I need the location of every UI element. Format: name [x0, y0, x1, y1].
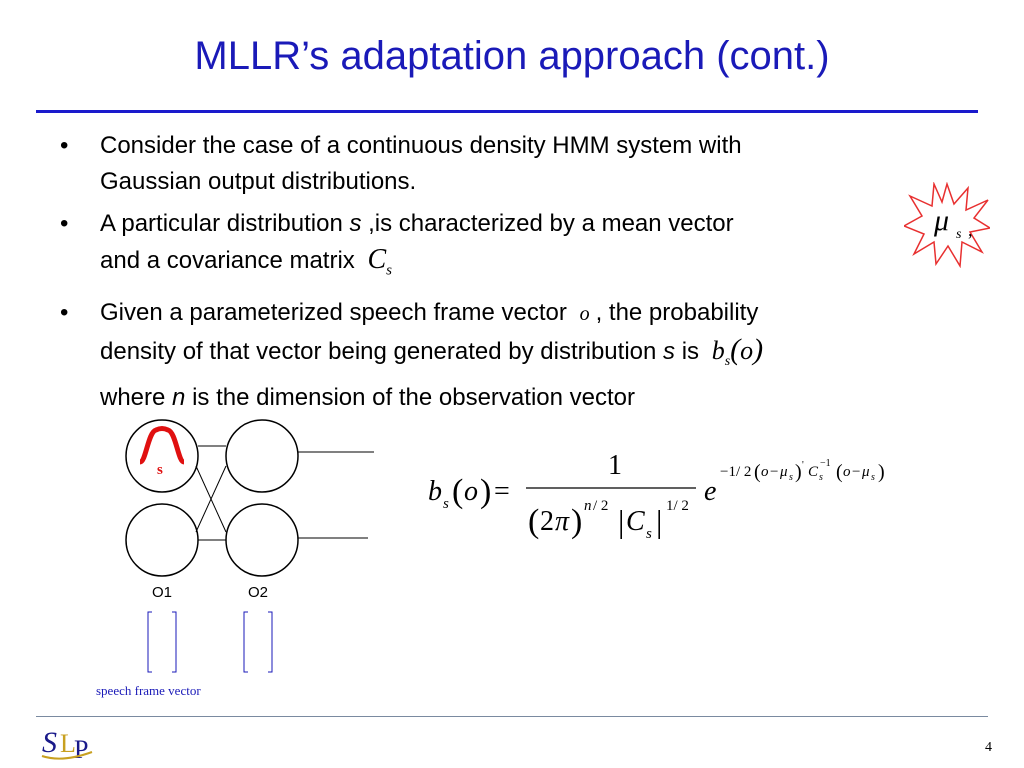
svg-text:s: s	[871, 472, 875, 483]
bullet-3-line-2b: is	[681, 337, 700, 365]
svg-text:L: L	[60, 729, 76, 758]
var-n: n	[172, 383, 186, 411]
svg-text:μ: μ	[862, 464, 870, 480]
svg-text:μ: μ	[934, 204, 950, 237]
svg-text:/ 2: / 2	[593, 498, 609, 514]
svg-text:n: n	[584, 498, 592, 514]
svg-text:1/ 2: 1/ 2	[666, 498, 689, 514]
gaussian-density-formula	[428, 446, 948, 546]
svg-text:s: s	[443, 496, 449, 512]
svg-text:C: C	[808, 464, 819, 480]
svg-text:): )	[795, 461, 802, 483]
bullet-dot: •	[60, 298, 69, 326]
svg-text:s: s	[819, 472, 823, 483]
bullet-item	[60, 206, 980, 289]
svg-text:π: π	[555, 506, 570, 537]
svg-text:o: o	[761, 464, 769, 480]
svg-text:|: |	[618, 503, 625, 539]
svg-text:1: 1	[608, 450, 622, 481]
svg-text:,: ,	[968, 220, 973, 240]
svg-text:e: e	[704, 476, 717, 507]
diagram-caption: speech frame vector	[96, 683, 201, 698]
svg-text:2: 2	[540, 506, 554, 537]
svg-text:b: b	[428, 476, 442, 507]
title-divider	[36, 110, 978, 113]
bullet-1-line-2: Gaussian output distributions.	[100, 168, 417, 195]
bullet-list	[60, 128, 980, 422]
svg-text:(: (	[452, 473, 464, 510]
page-number: 4	[985, 740, 992, 755]
svg-text:−: −	[852, 464, 861, 480]
svg-text:−1/ 2: −1/ 2	[720, 464, 752, 480]
var-s-2: s	[663, 337, 676, 365]
state-label: s	[157, 462, 163, 478]
bullet-3-line-2a: density of that vector being generated by distribution	[100, 337, 657, 365]
bullet-3-line-3b: is the dimension of the observation vector	[192, 383, 635, 411]
svg-text:(: (	[836, 461, 843, 483]
bullet-item	[60, 128, 980, 200]
svg-text:μ: μ	[780, 464, 788, 480]
svg-text:P: P	[74, 735, 89, 762]
svg-text:): )	[480, 473, 492, 510]
covariance-symbol: $C_s$	[367, 244, 392, 279]
bullet-dot: •	[60, 210, 69, 237]
bullet-3-line-3a: where	[100, 383, 166, 411]
observation-label-1: O1	[152, 584, 173, 601]
svg-text:S: S	[42, 726, 57, 759]
var-o: o	[579, 302, 590, 325]
bullet-2-prefix: A particular distribution	[100, 210, 343, 237]
bullet-3-prefix: Given a parameterized speech frame vector	[100, 298, 567, 326]
mean-vector-star-icon	[904, 182, 990, 268]
bullet-dot: •	[60, 132, 69, 159]
svg-text:s: s	[646, 526, 652, 542]
svg-text:): )	[571, 503, 583, 540]
svg-text:): )	[878, 461, 885, 483]
svg-text:(: (	[754, 461, 761, 483]
var-s: s	[349, 210, 362, 237]
svg-text:(: (	[528, 503, 540, 540]
svg-text:|: |	[656, 503, 663, 539]
svg-text:−: −	[770, 464, 779, 480]
bullet-item	[60, 295, 980, 416]
bullet-1-line-1: Consider the case of a continuous density HMM system with	[100, 132, 742, 159]
footer-divider	[36, 716, 988, 717]
svg-text:o: o	[464, 476, 478, 507]
svg-text:=: =	[494, 476, 510, 507]
observation-label-2: O2	[248, 584, 269, 601]
bullet-2-line-2: and a covariance matrix	[100, 247, 355, 274]
bullet-3-suffix: , the probability	[595, 298, 759, 326]
svg-text:C: C	[626, 506, 645, 537]
slp-logo-icon	[40, 722, 96, 762]
svg-text:s: s	[956, 227, 962, 242]
svg-text:s: s	[789, 472, 793, 483]
svg-text:o: o	[843, 464, 851, 480]
bullet-2-middle: ,is characterized by a mean vector	[368, 210, 734, 237]
svg-text:−1: −1	[820, 458, 831, 469]
svg-text:': '	[802, 460, 804, 471]
slide-title: MLLR’s adaptation approach (cont.)	[194, 34, 830, 78]
bs-of-o-symbol: $b_s(o)$	[711, 332, 764, 369]
